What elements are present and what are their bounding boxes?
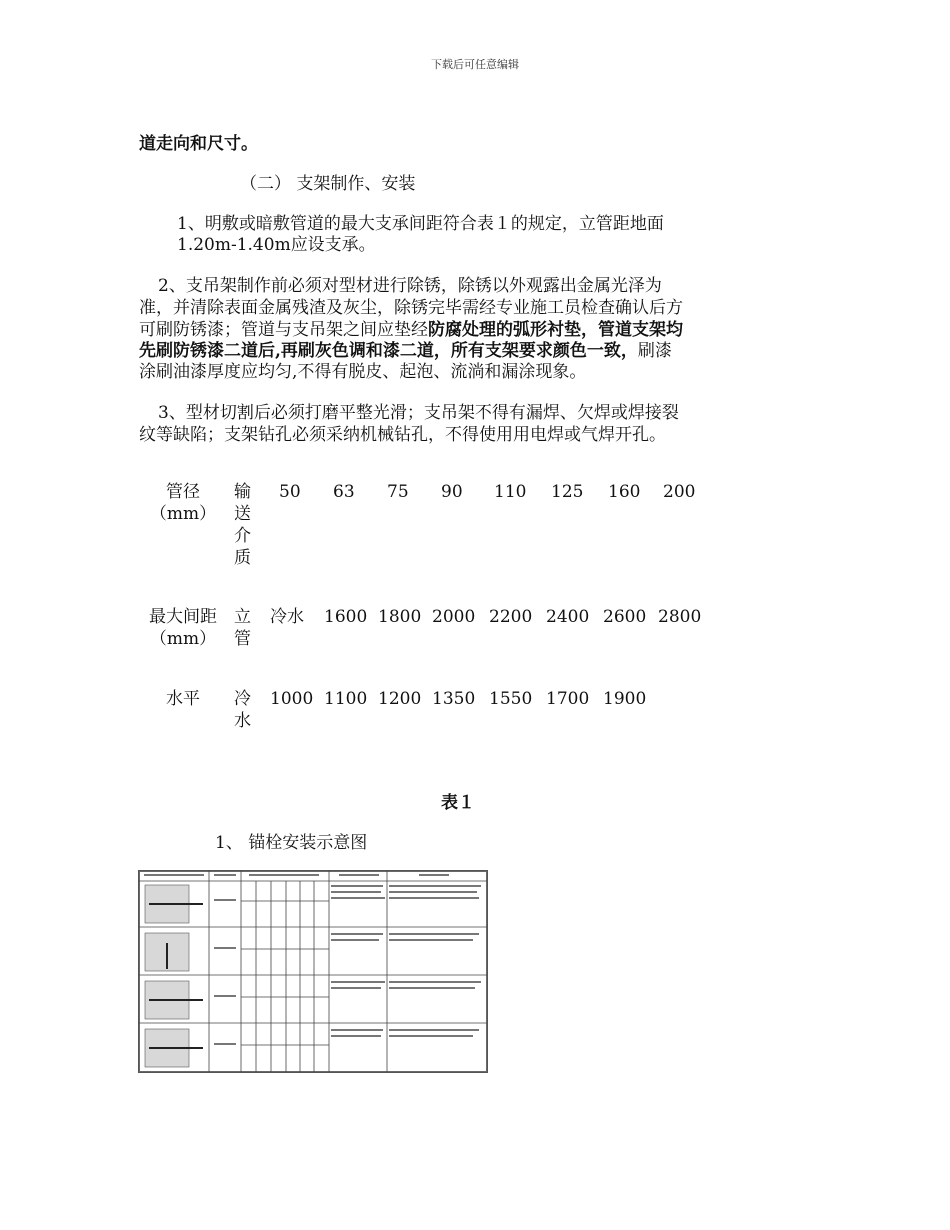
paragraph-2-line-3 [139,320,683,341]
row1-medium-char: 介 [234,526,251,546]
row1-value: 63 [333,482,355,502]
row2-value: 1800 [378,607,422,627]
row3-value: 1550 [489,689,533,709]
row1-value: 90 [441,482,463,502]
row3-value: 1000 [270,689,314,709]
paragraph-1-line-2: 1.20m-1.40m应设支承。 [177,235,376,255]
anchor-diagram-image [138,870,488,1073]
row3-value: 1200 [378,689,422,709]
row3-label: 水平 [166,689,200,709]
row1-value: 200 [663,482,696,502]
row1-medium-char: 输 [234,482,251,502]
row1-value: 75 [387,482,409,502]
table-caption: 表１ [441,793,475,813]
row2-value: 2000 [432,607,476,627]
continued-text: 道走向和尺寸。 [139,134,258,154]
row3-value: 1700 [546,689,590,709]
paragraph-2-line-4 [139,341,672,362]
section-heading: （二） 支架制作、安装 [240,174,416,194]
paragraph-1-line-1: 1、明敷或暗敷管道的最大支承间距符合表１的规定，立管距地面 [177,214,664,234]
row1-medium-char: 送 [234,504,251,524]
row3-medium-char: 冷 [234,689,251,709]
paragraph-2-line-5: 涂刷油漆厚度应均匀,不得有脱皮、起泡、流淌和漏涂现象。 [139,362,587,382]
row2-medium: 冷水 [270,607,304,627]
paragraph-2-line-3-normal: 可刷防锈漆；管道与支吊架之间应垫经 [139,320,428,340]
row2-value: 2400 [546,607,590,627]
row2-value: 2200 [489,607,533,627]
figure-caption: 1、 锚栓安装示意图 [215,833,368,853]
row2-value: 2800 [658,607,702,627]
row2-type-char: 立 [234,607,251,627]
paragraph-2-line-3-bold: 防腐处理的弧形衬垫，管道支架均 [428,320,683,340]
page-header: 下载后可任意编辑 [431,58,519,71]
paragraph-2-line-1: 2、支吊架制作前必须对型材进行除锈，除锈以外观露出金属光泽为 [158,276,662,296]
paragraph-2-line-4-bold: 先刷防锈漆二道后,再刷灰色调和漆二道，所有支架要求颜色一致， [139,341,638,361]
paragraph-2-line-4-normal: 刷漆 [637,341,672,361]
row2-label-line-1: 最大间距 [149,607,217,627]
row1-label-line-1: 管径 [166,482,200,502]
row3-value: 1100 [324,689,368,709]
paragraph-3-line-2: 纹等缺陷；支架钻孔必须采纳机械钻孔，不得使用用电焊或气焊开孔。 [139,425,666,445]
row2-value: 2600 [603,607,647,627]
paragraph-3-line-1: 3、型材切割后必须打磨平整光滑；支吊架不得有漏焊、欠焊或焊接裂 [158,403,679,423]
paragraph-2-line-2: 准，并清除表面金属残渣及灰尘，除锈完毕需经专业施工员检查确认后方 [139,298,683,318]
row1-medium-char: 质 [234,548,251,568]
row3-medium-char: 水 [234,711,251,731]
row1-value: 110 [494,482,527,502]
row1-label-line-2: （mm） [149,504,217,524]
row2-label-line-2: （mm） [149,629,217,649]
row1-value: 160 [608,482,641,502]
row1-value: 125 [551,482,584,502]
row1-value: 50 [279,482,301,502]
row2-type-char: 管 [234,629,251,649]
row3-value: 1350 [432,689,476,709]
row2-value: 1600 [324,607,368,627]
row3-value: 1900 [603,689,647,709]
